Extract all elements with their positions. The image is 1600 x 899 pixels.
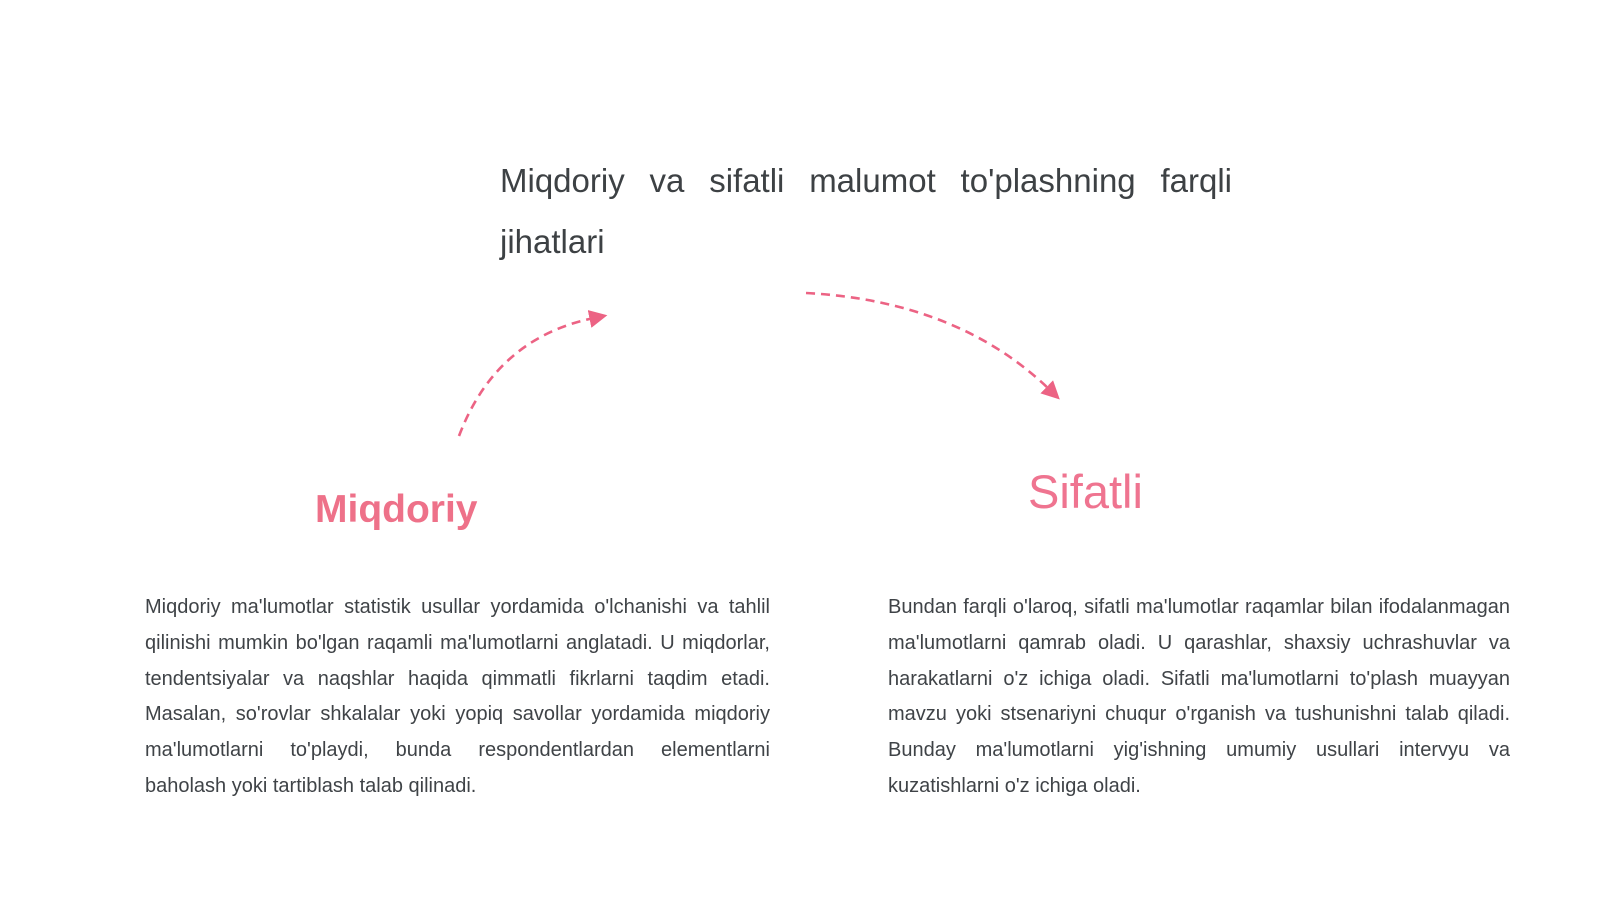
left-curved-arrow-icon [459, 318, 594, 436]
slide-title: Miqdoriy va sifatli malumot to'plashning farqli jihatlari [500, 162, 1232, 260]
right-curved-arrow-icon [806, 293, 1050, 390]
right-section-heading: Sifatli [1028, 465, 1143, 518]
right-section-paragraph: Bundan farqli o'laroq, sifatli ma'lumotlar raqamlar bilan ifodalanmagan ma'lumotlarni qamrab oladi. U qarashlar, shaxsiy uchrashuvlar va harakatlarni o'z ichiga oladi. Sifatli ma'lumotlarni to'plash muayyan mavzu yoki stsenariyni chuqur o'rganish va tushunishni talab qiladi. Bunday ma'lumotlarni yig'ishning umumiy usullari intervyu va kuzatishlarni o'z ichiga oladi. [888, 596, 1510, 797]
left-section-heading: Miqdoriy [315, 488, 478, 531]
left-section-paragraph: Miqdoriy ma'lumotlar statistik usullar yordamida o'lchanishi va tahlil qilinishi mumkin bo'lgan raqamli ma'lumotlarni anglatadi. U miqdorlar, tendentsiyalar va naqshlar haqida qimmatli fikrlarni taqdim etadi. Masalan, so'rovlar shkalalar yoki yopiq savollar yordamida miqdoriy ma'lumotlarni to'playdi, bunda respondentlardan elementlarni baholash yoki tartiblash talab qilinadi. [145, 596, 770, 797]
